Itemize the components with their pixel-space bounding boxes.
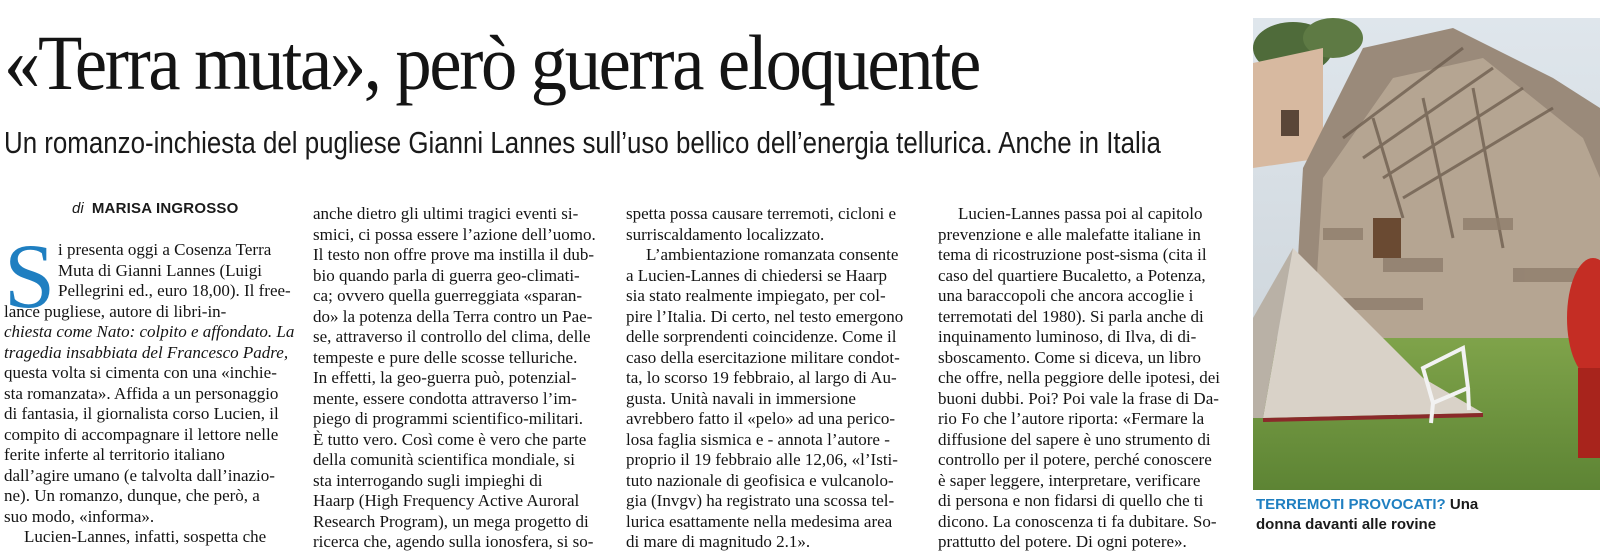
author-name: MARISA INGROSSO [91, 200, 239, 217]
text-line: ta, lo scorso 19 febbraio, al largo di Au- [626, 368, 897, 387]
text-line: ricerca che, agendo sulla ionosfera, si so- [313, 532, 594, 551]
text-line: do» la potenza della Terra contro un Pae- [313, 306, 593, 326]
text-line: sta interrogando sugli impieghi di [313, 470, 543, 490]
article-column-2 [313, 204, 613, 553]
text-line: mente, essere condotta attraverso l’im- [313, 388, 577, 408]
text-line: ca; ovvero quella guerreggiata «sparan- [313, 286, 583, 305]
photo-caption [1256, 495, 1596, 535]
text-line: prevenzione e alle malefatte italiane in [938, 224, 1201, 244]
text-line: dall’agire umano (e talvolta dall’inazio- [4, 465, 275, 485]
text-line: è saper leggere, interpretare, verificare [938, 470, 1201, 490]
text-line: tempeste e pure delle scosse telluriche. [313, 347, 578, 367]
text-line: Lucien-Lannes, infatti, sospetta che [24, 527, 267, 546]
text-line: gia (Invgv) ha registrato una scossa tel- [626, 491, 895, 510]
text-line: caso della esercitazione militare condot- [626, 347, 900, 367]
text-line: delle sorprendenti coincidenze. Come il [626, 327, 897, 346]
text-line: Lucien-Lannes passa poi al capitolo [958, 204, 1203, 223]
text-line: chiesta come Nato: colpito e affondato. La [4, 322, 295, 341]
text-line: sia stato realmente impiegato, per col- [626, 286, 886, 305]
text-line: controllo per il potere, perché conoscere [938, 450, 1212, 469]
text-line: pire l’Italia. Di certo, nel testo emergono [626, 306, 904, 326]
caption-text: Una [1449, 496, 1479, 513]
text-line: i presenta oggi a Cosenza Terra [58, 240, 272, 259]
article-column-1 [4, 225, 295, 548]
text-line: di persona e non fidarsi di quello che ti [938, 491, 1204, 510]
text-line: L’ambientazione romanzata consente [646, 245, 899, 264]
text-line: È tutto vero. Così come è vero che parte [313, 429, 587, 449]
text-line: Muta di Gianni Lannes (Luigi [58, 260, 262, 280]
text-line: smici, ci possa essere l’azione dell’uomo. [313, 224, 596, 244]
text-line: questa volta si cimenta con una «inchie- [4, 363, 277, 382]
text-line: tragedia insabbiata del Francesco Padre, [4, 342, 289, 362]
text-line: tuto nazionale di geofisica e vulcanolo- [626, 470, 894, 490]
text-line: surriscaldamento localizzato. [626, 224, 825, 244]
text-line: buoni dubbi. Poi? Poi vale la frase di Da- [938, 388, 1219, 408]
text-line: caso del quartiere Bucaletto, a Potenza, [938, 265, 1206, 285]
byline-prefix: di [72, 200, 84, 217]
text-line: compito di accompagnare il lettore nelle [4, 424, 279, 444]
headline: «Terra muta», però guerra eloquente [4, 19, 979, 106]
text-line: anche dietro gli ultimi tragici eventi si- [313, 204, 579, 223]
text-line: sta romanzata». Affida a un personaggio [4, 383, 279, 403]
caption-text-2: donna davanti alle rovine [1256, 516, 1437, 533]
text-line: Il testo non offre prove ma instilla il dub- [313, 245, 595, 264]
text-line: tema di ricostruzione post-sisma (cita il [938, 245, 1207, 264]
text-line: ne). Un romanzo, dunque, che però, a [4, 486, 260, 505]
text-line: Research Program), un mega progetto di [313, 511, 589, 531]
text-line: In effetti, la geo-guerra può, potenzial- [313, 368, 577, 387]
text-line: proprio il 19 febbraio alle 12,06, «l’Isti- [626, 450, 898, 469]
text-line: Haarp (High Frequency Active Auroral [313, 491, 580, 510]
text-line: della comunità scientifica mondiale, si [313, 450, 575, 469]
subheadline: Un romanzo-inchiesta del pugliese Gianni Lannes sull’uso bellico dell’energia tellurica. Anche in Italia [4, 125, 1161, 160]
text-line: che offre, nella peggiore delle ipotesi, dei [938, 368, 1220, 387]
text-line: piego di programmi scientifico-militari. [313, 409, 584, 428]
drop-cap: S [4, 225, 56, 327]
text-line: lurica esattamente nella medesima area [626, 511, 893, 531]
article-column-4 [938, 204, 1238, 553]
text-line: una baraccopoli che ancora accoglie i [938, 286, 1194, 305]
text-line: losa faglia sismica e - annota l’autore - [626, 429, 890, 449]
text-line: dicono. La conoscenza ti fa dubitare. So- [938, 511, 1217, 531]
text-line: prattutto del potere. Di ogni potere». [938, 532, 1187, 551]
text-line: avrebbero fatto il «pelo» ad una perico- [626, 409, 896, 428]
text-line: Pellegrini ed., euro 18,00). Il free- [58, 281, 291, 300]
text-line: sboscamento. Come si diceva, un libro [938, 347, 1201, 367]
text-line: bio quando parla di guerra geo-climati- [313, 265, 580, 285]
text-line: spetta possa causare terremoti, cicloni e [626, 204, 896, 223]
text-line: gusta. Unità navali in immersione [626, 388, 856, 408]
text-line: suo modo, «informa». [4, 506, 155, 526]
photo-illustration [1253, 18, 1600, 490]
article-column-3 [626, 204, 926, 553]
text-line: lance pugliese, autore di libri-in- [4, 301, 227, 321]
byline [72, 200, 238, 217]
text-line: terremotati del 1980). Si parla anche di [938, 306, 1204, 326]
text-line: se, attraverso il controllo del clima, delle [313, 327, 591, 346]
earthquake-ruins-photo [1253, 18, 1600, 490]
text-line: diffusione del sapere è uno strumento di [938, 429, 1211, 449]
text-line: inquinamento luminoso, di Ilva, di di- [938, 327, 1197, 346]
caption-kicker: TERREMOTI PROVOCATI? [1256, 496, 1446, 513]
text-line: di mare di magnitudo 2.1». [626, 532, 811, 551]
text-line: di fantasia, il giornalista corso Lucien, il [4, 404, 279, 423]
text-line: a Lucien-Lannes di chiedersi se Haarp [626, 265, 888, 285]
text-line: rio Fo che l’autore riporta: «Fermare la [938, 409, 1205, 428]
text-line: ferite inferte al territorio italiano [4, 445, 225, 464]
